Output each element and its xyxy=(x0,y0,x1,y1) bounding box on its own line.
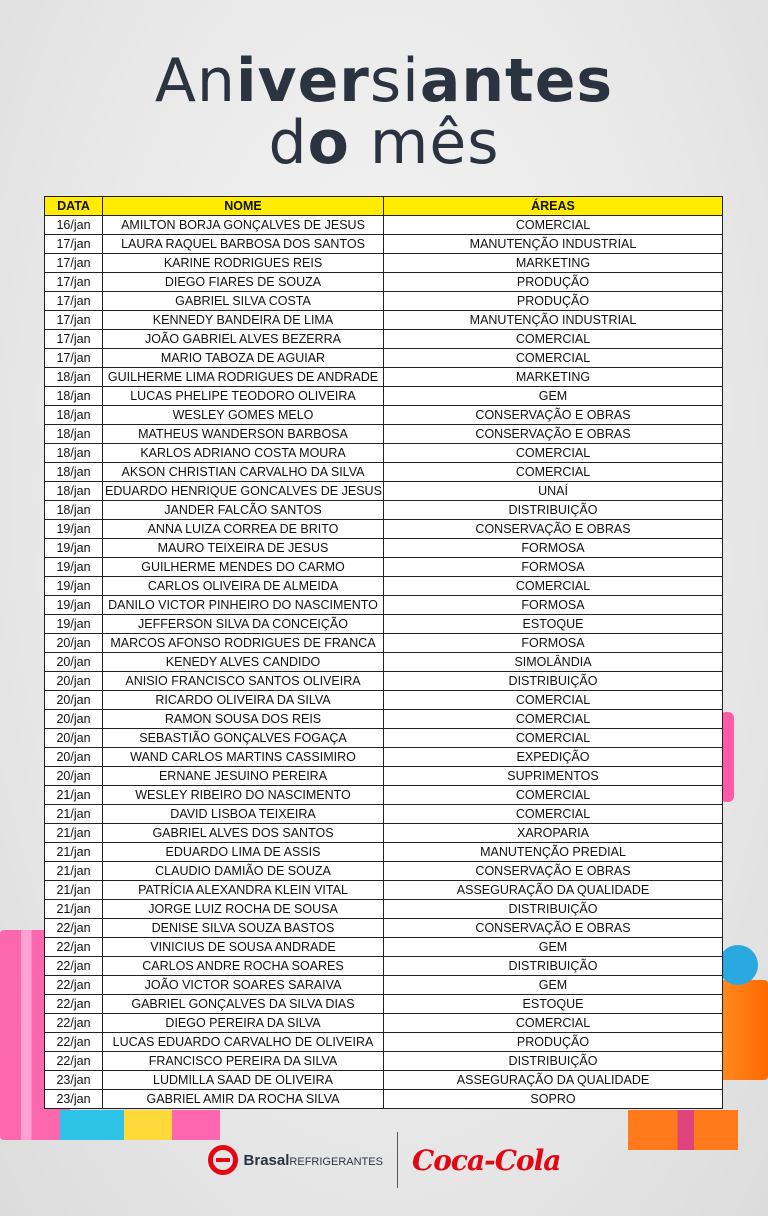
area-cell: FORMOSA xyxy=(384,558,723,577)
name-cell: ANNA LUIZA CORREA DE BRITO xyxy=(103,520,384,539)
area-cell: COMERCIAL xyxy=(384,577,723,596)
table-row xyxy=(45,558,723,577)
area-cell: DISTRIBUIÇÃO xyxy=(384,957,723,976)
name-cell: GUILHERME LIMA RODRIGUES DE ANDRADE xyxy=(103,368,384,387)
area-cell: COMERCIAL xyxy=(384,786,723,805)
title-line-1 xyxy=(0,46,768,116)
table-row xyxy=(45,881,723,900)
name-cell: MATHEUS WANDERSON BARBOSA xyxy=(103,425,384,444)
table-row xyxy=(45,387,723,406)
table-row xyxy=(45,311,723,330)
area-cell: PRODUÇÃO xyxy=(384,292,723,311)
name-cell: JOÃO GABRIEL ALVES BEZERRA xyxy=(103,330,384,349)
date-cell: 17/jan xyxy=(45,330,103,349)
table-row xyxy=(45,995,723,1014)
table-row xyxy=(45,596,723,615)
date-cell: 17/jan xyxy=(45,254,103,273)
date-cell: 18/jan xyxy=(45,444,103,463)
table-row xyxy=(45,634,723,653)
area-cell: CONSERVAÇÃO E OBRAS xyxy=(384,425,723,444)
date-cell: 22/jan xyxy=(45,1014,103,1033)
name-cell: KARINE RODRIGUES REIS xyxy=(103,254,384,273)
name-cell: CARLOS ANDRE ROCHA SOARES xyxy=(103,957,384,976)
name-cell: WESLEY RIBEIRO DO NASCIMENTO xyxy=(103,786,384,805)
date-cell: 20/jan xyxy=(45,710,103,729)
date-cell: 22/jan xyxy=(45,957,103,976)
date-cell: 18/jan xyxy=(45,387,103,406)
table-row xyxy=(45,501,723,520)
table-row xyxy=(45,919,723,938)
table-row xyxy=(45,235,723,254)
area-cell: ESTOQUE xyxy=(384,615,723,634)
area-cell: GEM xyxy=(384,387,723,406)
table-row xyxy=(45,653,723,672)
table-row xyxy=(45,691,723,710)
date-cell: 20/jan xyxy=(45,729,103,748)
table-row xyxy=(45,406,723,425)
area-cell: FORMOSA xyxy=(384,539,723,558)
area-cell: CONSERVAÇÃO E OBRAS xyxy=(384,406,723,425)
table-row xyxy=(45,330,723,349)
area-cell: DISTRIBUIÇÃO xyxy=(384,501,723,520)
date-cell: 17/jan xyxy=(45,235,103,254)
date-cell: 21/jan xyxy=(45,881,103,900)
area-cell: PRODUÇÃO xyxy=(384,1033,723,1052)
name-cell: WAND CARLOS MARTINS CASSIMIRO xyxy=(103,748,384,767)
name-cell: RAMON SOUSA DOS REIS xyxy=(103,710,384,729)
brasal-logo-text xyxy=(244,1152,383,1169)
date-cell: 20/jan xyxy=(45,691,103,710)
title-part: si xyxy=(369,46,420,116)
table-row xyxy=(45,425,723,444)
date-cell: 21/jan xyxy=(45,843,103,862)
name-cell: MAURO TEIXEIRA DE JESUS xyxy=(103,539,384,558)
date-cell: 22/jan xyxy=(45,919,103,938)
table-row xyxy=(45,843,723,862)
area-cell: XAROPARIA xyxy=(384,824,723,843)
date-cell: 22/jan xyxy=(45,1052,103,1071)
area-cell: MANUTENÇÃO INDUSTRIAL xyxy=(384,311,723,330)
name-cell: KENNEDY BANDEIRA DE LIMA xyxy=(103,311,384,330)
name-cell: EDUARDO HENRIQUE GONCALVES DE JESUS xyxy=(103,482,384,501)
area-cell: DISTRIBUIÇÃO xyxy=(384,900,723,919)
area-cell: UNAÍ xyxy=(384,482,723,501)
date-cell: 17/jan xyxy=(45,311,103,330)
area-cell: COMERCIAL xyxy=(384,1014,723,1033)
area-cell: FORMOSA xyxy=(384,596,723,615)
table-row xyxy=(45,748,723,767)
date-cell: 18/jan xyxy=(45,368,103,387)
name-cell: WESLEY GOMES MELO xyxy=(103,406,384,425)
name-cell: AKSON CHRISTIAN CARVALHO DA SILVA xyxy=(103,463,384,482)
date-cell: 23/jan xyxy=(45,1071,103,1090)
area-cell: CONSERVAÇÃO E OBRAS xyxy=(384,919,723,938)
date-cell: 22/jan xyxy=(45,938,103,957)
date-cell: 20/jan xyxy=(45,634,103,653)
table-row xyxy=(45,463,723,482)
area-cell: COMERCIAL xyxy=(384,691,723,710)
area-cell: MARKETING xyxy=(384,368,723,387)
name-cell: KARLOS ADRIANO COSTA MOURA xyxy=(103,444,384,463)
name-cell: RICARDO OLIVEIRA DA SILVA xyxy=(103,691,384,710)
date-cell: 18/jan xyxy=(45,501,103,520)
name-cell: AMILTON BORJA GONÇALVES DE JESUS xyxy=(103,216,384,235)
area-cell: COMERCIAL xyxy=(384,216,723,235)
name-cell: EDUARDO LIMA DE ASSIS xyxy=(103,843,384,862)
area-cell: FORMOSA xyxy=(384,634,723,653)
table-row xyxy=(45,938,723,957)
date-cell: 19/jan xyxy=(45,577,103,596)
name-cell: GABRIEL GONÇALVES DA SILVA DIAS xyxy=(103,995,384,1014)
header-date: DATA xyxy=(45,197,103,216)
name-cell: PATRÍCIA ALEXANDRA KLEIN VITAL xyxy=(103,881,384,900)
name-cell: JEFFERSON SILVA DA CONCEIÇÃO xyxy=(103,615,384,634)
table-row xyxy=(45,976,723,995)
table-row xyxy=(45,957,723,976)
table-row xyxy=(45,1090,723,1109)
table-header-row xyxy=(45,197,723,216)
name-cell: FRANCISCO PEREIRA DA SILVA xyxy=(103,1052,384,1071)
table-row xyxy=(45,729,723,748)
date-cell: 19/jan xyxy=(45,558,103,577)
table-row xyxy=(45,1014,723,1033)
name-cell: GABRIEL SILVA COSTA xyxy=(103,292,384,311)
title-part: d xyxy=(268,108,308,178)
date-cell: 19/jan xyxy=(45,520,103,539)
header-name: NOME xyxy=(103,197,384,216)
area-cell: GEM xyxy=(384,976,723,995)
name-cell: ANISIO FRANCISCO SANTOS OLIVEIRA xyxy=(103,672,384,691)
table-row xyxy=(45,767,723,786)
table-row xyxy=(45,273,723,292)
date-cell: 21/jan xyxy=(45,805,103,824)
name-cell: JANDER FALCÃO SANTOS xyxy=(103,501,384,520)
table-row xyxy=(45,482,723,501)
date-cell: 16/jan xyxy=(45,216,103,235)
name-cell: DIEGO PEREIRA DA SILVA xyxy=(103,1014,384,1033)
name-cell: DIEGO FIARES DE SOUZA xyxy=(103,273,384,292)
table-row xyxy=(45,292,723,311)
area-cell: COMERCIAL xyxy=(384,710,723,729)
name-cell: MARIO TABOZA DE AGUIAR xyxy=(103,349,384,368)
area-cell: COMERCIAL xyxy=(384,330,723,349)
name-cell: CARLOS OLIVEIRA DE ALMEIDA xyxy=(103,577,384,596)
area-cell: GEM xyxy=(384,938,723,957)
area-cell: ASSEGURAÇÃO DA QUALIDADE xyxy=(384,881,723,900)
area-cell: MANUTENÇÃO PREDIAL xyxy=(384,843,723,862)
title-part: mês xyxy=(349,108,500,178)
name-cell: LUDMILLA SAAD DE OLIVEIRA xyxy=(103,1071,384,1090)
area-cell: MARKETING xyxy=(384,254,723,273)
title-line-2 xyxy=(0,108,768,178)
table-row xyxy=(45,824,723,843)
table-row xyxy=(45,1052,723,1071)
date-cell: 19/jan xyxy=(45,596,103,615)
title-part-bold: iver xyxy=(235,46,370,116)
table-row xyxy=(45,520,723,539)
birthday-table xyxy=(44,196,723,1109)
date-cell: 19/jan xyxy=(45,615,103,634)
name-cell: DENISE SILVA SOUZA BASTOS xyxy=(103,919,384,938)
brasal-logo xyxy=(208,1145,383,1175)
area-cell: COMERCIAL xyxy=(384,729,723,748)
date-cell: 18/jan xyxy=(45,482,103,501)
date-cell: 20/jan xyxy=(45,653,103,672)
name-cell: LUCAS PHELIPE TEODORO OLIVEIRA xyxy=(103,387,384,406)
table-row xyxy=(45,216,723,235)
title-part-bold: o xyxy=(307,108,350,178)
table-row xyxy=(45,577,723,596)
table-row xyxy=(45,786,723,805)
name-cell: GABRIEL AMIR DA ROCHA SILVA xyxy=(103,1090,384,1109)
footer-divider xyxy=(397,1132,398,1188)
header-area: ÁREAS xyxy=(384,197,723,216)
date-cell: 21/jan xyxy=(45,824,103,843)
table-row xyxy=(45,900,723,919)
date-cell: 22/jan xyxy=(45,1033,103,1052)
table-row xyxy=(45,1033,723,1052)
name-cell: CLAUDIO DAMIÃO DE SOUZA xyxy=(103,862,384,881)
gift-right-decoration xyxy=(720,980,768,1080)
brasal-suffix: REFRIGERANTES xyxy=(289,1155,383,1168)
table-row xyxy=(45,539,723,558)
area-cell: ASSEGURAÇÃO DA QUALIDADE xyxy=(384,1071,723,1090)
name-cell: DAVID LISBOA TEIXEIRA xyxy=(103,805,384,824)
area-cell: CONSERVAÇÃO E OBRAS xyxy=(384,862,723,881)
date-cell: 18/jan xyxy=(45,406,103,425)
name-cell: LUCAS EDUARDO CARVALHO DE OLIVEIRA xyxy=(103,1033,384,1052)
area-cell: CONSERVAÇÃO E OBRAS xyxy=(384,520,723,539)
table-row xyxy=(45,1071,723,1090)
brasal-name: Brasal xyxy=(243,1151,290,1169)
area-cell: COMERCIAL xyxy=(384,349,723,368)
table-row xyxy=(45,349,723,368)
name-cell: JORGE LUIZ ROCHA DE SOUSA xyxy=(103,900,384,919)
footer-logos xyxy=(0,1130,768,1190)
area-cell: SUPRIMENTOS xyxy=(384,767,723,786)
name-cell: ERNANE JESUINO PEREIRA xyxy=(103,767,384,786)
area-cell: DISTRIBUIÇÃO xyxy=(384,1052,723,1071)
table-row xyxy=(45,444,723,463)
table-row xyxy=(45,805,723,824)
date-cell: 20/jan xyxy=(45,748,103,767)
date-cell: 22/jan xyxy=(45,976,103,995)
table-row xyxy=(45,615,723,634)
ribbon-bow-decoration xyxy=(718,945,758,985)
date-cell: 23/jan xyxy=(45,1090,103,1109)
name-cell: KENEDY ALVES CANDIDO xyxy=(103,653,384,672)
brasal-logo-icon xyxy=(208,1145,238,1175)
table-row xyxy=(45,254,723,273)
name-cell: LAURA RAQUEL BARBOSA DOS SANTOS xyxy=(103,235,384,254)
name-cell: SEBASTIÃO GONÇALVES FOGAÇA xyxy=(103,729,384,748)
area-cell: SIMOLÂNDIA xyxy=(384,653,723,672)
date-cell: 17/jan xyxy=(45,292,103,311)
name-cell: JOÃO VICTOR SOARES SARAIVA xyxy=(103,976,384,995)
table-row xyxy=(45,862,723,881)
name-cell: GABRIEL ALVES DOS SANTOS xyxy=(103,824,384,843)
page-title xyxy=(0,46,768,178)
name-cell: VINICIUS DE SOUSA ANDRADE xyxy=(103,938,384,957)
date-cell: 18/jan xyxy=(45,425,103,444)
date-cell: 21/jan xyxy=(45,862,103,881)
name-cell: DANILO VICTOR PINHEIRO DO NASCIMENTO xyxy=(103,596,384,615)
date-cell: 21/jan xyxy=(45,900,103,919)
area-cell: COMERCIAL xyxy=(384,444,723,463)
name-cell: GUILHERME MENDES DO CARMO xyxy=(103,558,384,577)
date-cell: 22/jan xyxy=(45,995,103,1014)
title-part: An xyxy=(154,46,236,116)
date-cell: 17/jan xyxy=(45,349,103,368)
area-cell: DISTRIBUIÇÃO xyxy=(384,672,723,691)
table-row xyxy=(45,672,723,691)
area-cell: EXPEDIÇÃO xyxy=(384,748,723,767)
date-cell: 19/jan xyxy=(45,539,103,558)
area-cell: PRODUÇÃO xyxy=(384,273,723,292)
area-cell: COMERCIAL xyxy=(384,805,723,824)
date-cell: 18/jan xyxy=(45,463,103,482)
coca-cola-logo: Coca-Cola xyxy=(411,1143,561,1177)
date-cell: 20/jan xyxy=(45,672,103,691)
date-cell: 21/jan xyxy=(45,786,103,805)
date-cell: 17/jan xyxy=(45,273,103,292)
table-row xyxy=(45,368,723,387)
date-cell: 20/jan xyxy=(45,767,103,786)
area-cell: ESTOQUE xyxy=(384,995,723,1014)
title-part-bold: antes xyxy=(419,46,614,116)
area-cell: MANUTENÇÃO INDUSTRIAL xyxy=(384,235,723,254)
area-cell: SOPRO xyxy=(384,1090,723,1109)
name-cell: MARCOS AFONSO RODRIGUES DE FRANCA xyxy=(103,634,384,653)
area-cell: COMERCIAL xyxy=(384,463,723,482)
table-row xyxy=(45,710,723,729)
